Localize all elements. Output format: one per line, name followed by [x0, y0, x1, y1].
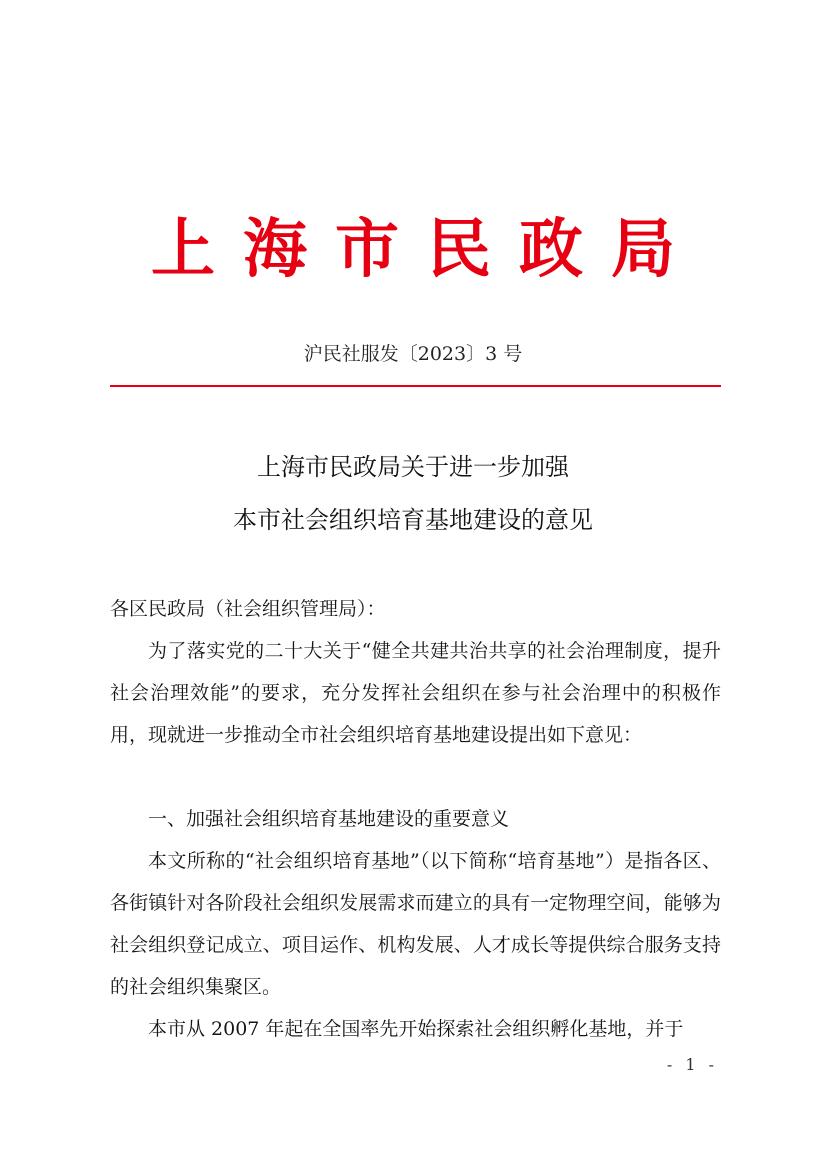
section-heading-1: 一、加强社会组织培育基地建设的重要意义	[148, 808, 510, 830]
salutation: 各区民政局（社会组织管理局）：	[110, 598, 386, 620]
document-title-line-1: 上海市民政局关于进一步加强	[257, 453, 569, 481]
paragraph-history: 本市从 2007 年起在全国率先开始探索社会组织孵化基地，并于	[148, 1018, 684, 1040]
paragraph-intro: 为了落实党的二十大关于“健全共建共治共享的社会治理制度，提升社会治理效能”的要求，充分发挥社会组织在参与社会治理中的积极作用，现就进一步推动全市社会组织培育基地建设提出如下意见：	[110, 640, 721, 746]
paragraph-definition: 本文所称的“社会组织培育基地”（以下简称“培育基地”）是指各区、各街镇针对各阶段社会组织发展需求而建立的具有一定物理空间，能够为社会组织登记成立、项目运作、机构发展、人才成长等提供综合服务支持的社会组织集聚区。	[110, 850, 721, 998]
document-title-line-2: 本市社会组织培育基地建设的意见	[233, 506, 593, 534]
red-divider-line	[110, 385, 721, 387]
page-number: - 1 -	[666, 1055, 718, 1074]
document-number: 沪民社服发〔2023〕3 号	[303, 343, 523, 365]
issuer-masthead: 上海市民政局	[151, 212, 703, 287]
